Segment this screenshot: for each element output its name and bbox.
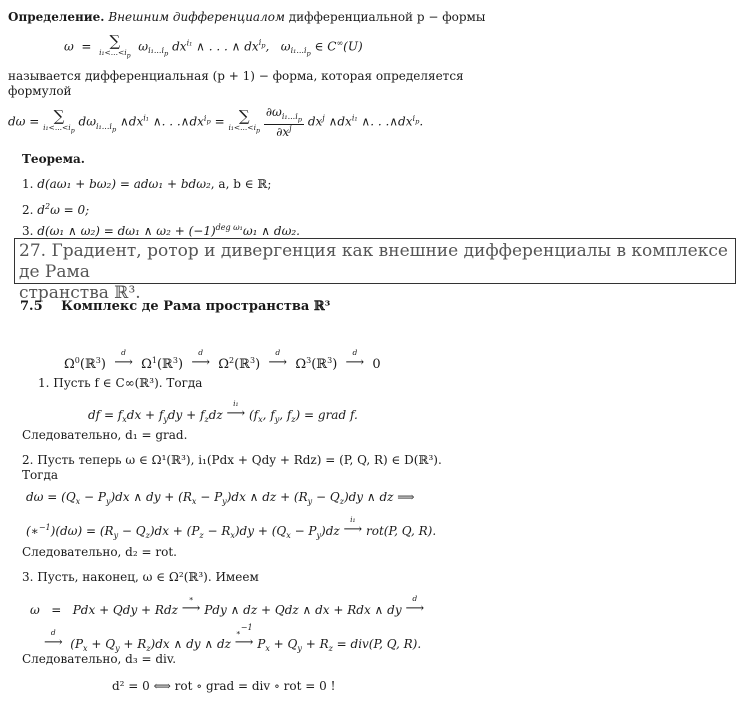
- formula-omega: ω = ∑ $i_1<...<i_p$ $\omega_{i_1...i_p}$ $dx^{i_1}$ ∧ . . . ∧ $dx^{i_p}$, $\omega_{i_1...i_p}$ ∈ C∞(U): [64, 32, 363, 60]
- banner-line-1: 27. Градиент, ротор и дивергенция как внешние дифференциалы в комплексе де Рама: [19, 241, 728, 282]
- definition-intro: называется дифференциальная (p + 1) − форма, которая определяется: [8, 69, 464, 83]
- theorem-item-1: 1. d(aω₁ + bω₂) = adω₁ + bdω₂, a, b ∈ ℝ;: [22, 177, 272, 191]
- de-rham-complex: $\Omega^0(ℝ^3)$ d ⟶ $\Omega^1(ℝ^3)$ d ⟶ $\Omega^2(ℝ^3)$ d ⟶ $\Omega^3(ℝ^3)$ d ⟶ 0: [64, 348, 381, 372]
- section-heading: [20, 299, 330, 314]
- definition-term: Внешним дифференциалом: [108, 10, 285, 24]
- definition-heading: Определение.: [8, 10, 105, 24]
- step-3-conclusion: Следовательно, d₃ = div.: [22, 652, 177, 666]
- item-number: 2.: [22, 203, 34, 217]
- formula-rot: (∗$^{-1}$)(dω) = $(R_y - Q_z)dx + (P_z - R_x)dy + (Q_x - P_y)dz$ i₁ ⟶ rot(P, Q, R).: [26, 515, 437, 540]
- theorem-heading: Теорема.: [22, 152, 85, 166]
- section-title: Комплекс де Рама пространства ℝ³: [61, 299, 331, 314]
- step-3-intro: 3. Пусть, наконец, ω ∈ Ω²(ℝ³). Имеем: [22, 570, 259, 584]
- definition-rest: дифференциальной p − формы: [288, 10, 486, 24]
- section-number: 7.5: [20, 299, 43, 314]
- banner-line-2: странства ℝ³.: [19, 283, 141, 303]
- step-1-intro: 1. Пусть f ∈ C∞(ℝ³). Тогда: [38, 376, 203, 390]
- theorem-item-3: 3. d(ω₁ ∧ ω₂) = dω₁ ∧ $\omega_2 + (-1)^{deg \omega_1}\omega_1$ ∧ dω₂.: [22, 223, 300, 238]
- step-1-conclusion: Следовательно, d₁ = grad.: [22, 428, 188, 442]
- step-2-then: Тогда: [22, 468, 59, 482]
- definition-intro-cont: формулой: [8, 84, 72, 98]
- definition-line: [8, 10, 485, 24]
- final-identity: d² = 0 ⟺ rot ∘ grad = div ∘ rot = 0 !: [112, 679, 336, 693]
- step-2-conclusion: Следовательно, d₂ = rot.: [22, 545, 177, 559]
- theorem-item-2: 2. $d^2\omega = 0$;: [22, 202, 90, 217]
- step-2-intro: 2. Пусть теперь ω ∈ Ω¹(ℝ³), i₁(Pdx + Qdy + Rdz) = (P, Q, R) ∈ D(ℝ³).: [22, 453, 442, 467]
- formula-domega: dω = ∑ $i_1<...<i_p$ $d\omega_{i_1...i_p}$ $\wedge dx^{i_1}$ ∧. . $.\wedge dx^{i_p}$ = ∑ $i_1<...<i_p$ $\frac{\partial\omega_{i_1...i_p}}{\partial x^j}$ $dx^j$ $\wedge dx^{i_1}$ ∧. . $.\wedge dx^{i_p}$.: [8, 105, 424, 139]
- formula-domega-1form: $d\omega = (Q_x - P_y)dx$ ∧ dy + $(R_x - P_y)dx$ ∧ dz + $(R_y - Q_z)dy$ ∧ dz ⟹: [26, 490, 415, 506]
- item-tail: , a, b ∈ ℝ;: [210, 177, 272, 191]
- item-number: 1.: [22, 177, 34, 191]
- item-number: 3.: [22, 224, 34, 238]
- formula-df: df = $f_xdx + f_ydy + f_zdz$ i₁ ⟶ ($f_x$, $f_y$, $f_z$) = grad f.: [88, 399, 358, 424]
- formula-omega-2form: ω = Pdx + Qdy + Rdz ∗ ⟶ Pdy ∧ dz + Qdz ∧ dx + Rdx ∧ dy d ⟶: [30, 594, 425, 617]
- question-banner: [14, 238, 736, 303]
- formula-div: d ⟶ $(P_x + Q_y + R_z)dx$ ∧ dy ∧ dz ∗−1 ⟶ $P_x + Q_y + R_z = div(P$, Q, R).: [44, 623, 422, 653]
